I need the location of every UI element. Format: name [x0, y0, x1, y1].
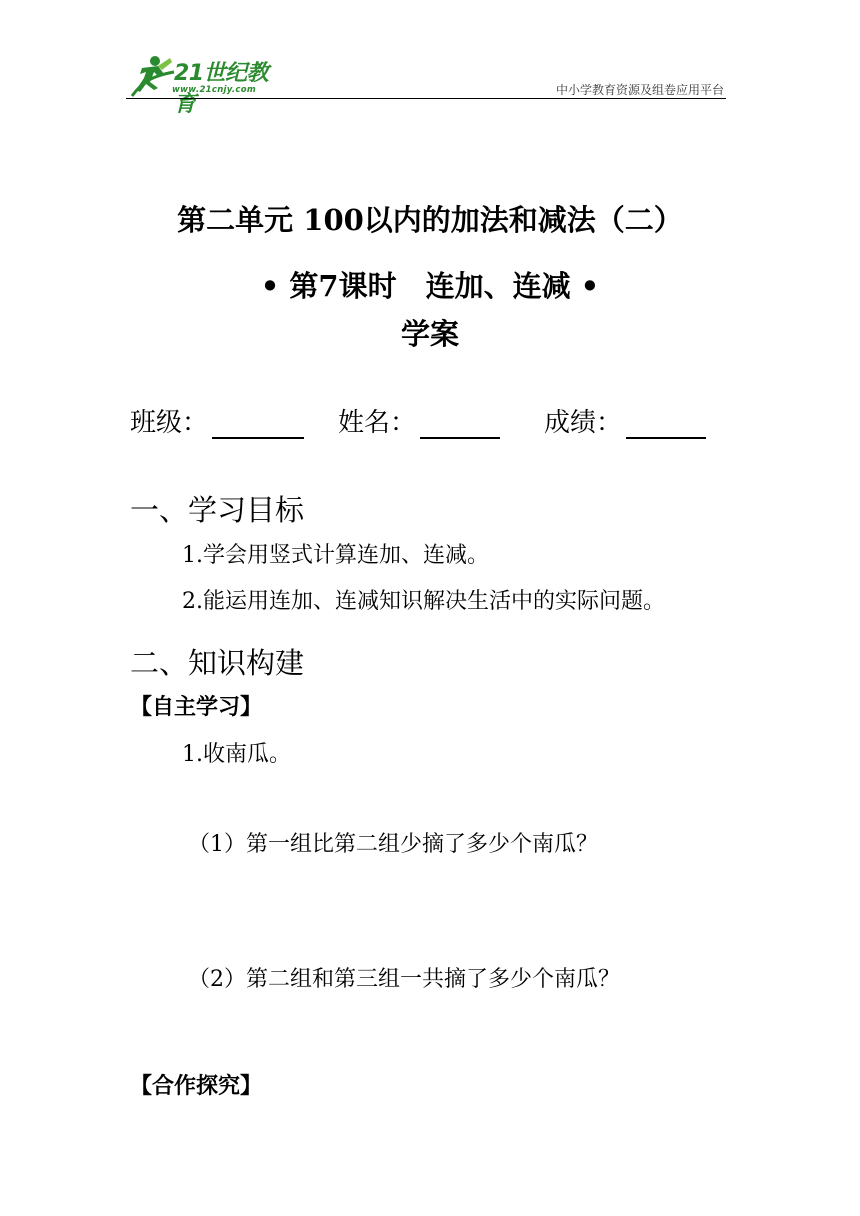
- section-heading-knowledge: 二、知识构建: [130, 646, 305, 680]
- class-blank[interactable]: [212, 407, 304, 439]
- class-label: 班级：: [130, 408, 209, 438]
- score-field: [544, 402, 706, 439]
- objective-item: 2.能运用连加、连减知识解决生活中的实际问题。: [182, 589, 665, 614]
- name-blank[interactable]: [420, 407, 500, 439]
- self-study-heading: 【自主学习】: [130, 694, 263, 720]
- question-item: （1）第一组比第二组少摘了多少个南瓜？: [188, 832, 598, 857]
- name-label: 姓名：: [338, 408, 417, 438]
- score-label: 成绩：: [544, 408, 623, 438]
- lesson-title: • 第7课时 连加、连减 •: [260, 269, 600, 303]
- header-tagline: 中小学教育资源及组卷应用平台: [555, 83, 724, 97]
- objective-item: 1.学会用竖式计算连加、连减。: [182, 543, 489, 568]
- section-heading-objectives: 一、学习目标: [130, 493, 305, 527]
- logo-url: www.21cnjy.com: [172, 85, 256, 95]
- name-field: [338, 402, 500, 439]
- score-blank[interactable]: [626, 407, 706, 439]
- cooperative-heading: 【合作探究】: [130, 1073, 263, 1099]
- logo-wordmark: 21世纪教育: [174, 61, 269, 117]
- question-item: （2）第二组和第三组一共摘了多少个南瓜？: [188, 967, 620, 992]
- class-field: [130, 402, 304, 439]
- doc-type-title: 学案: [400, 317, 459, 351]
- unit-title: 第二单元 100以内的加法和减法（二）: [177, 203, 683, 237]
- problem-title: 1.收南瓜。: [182, 742, 291, 767]
- header-divider: [126, 98, 726, 99]
- brand-logo: [128, 52, 288, 117]
- runner-logo-icon: [128, 52, 176, 98]
